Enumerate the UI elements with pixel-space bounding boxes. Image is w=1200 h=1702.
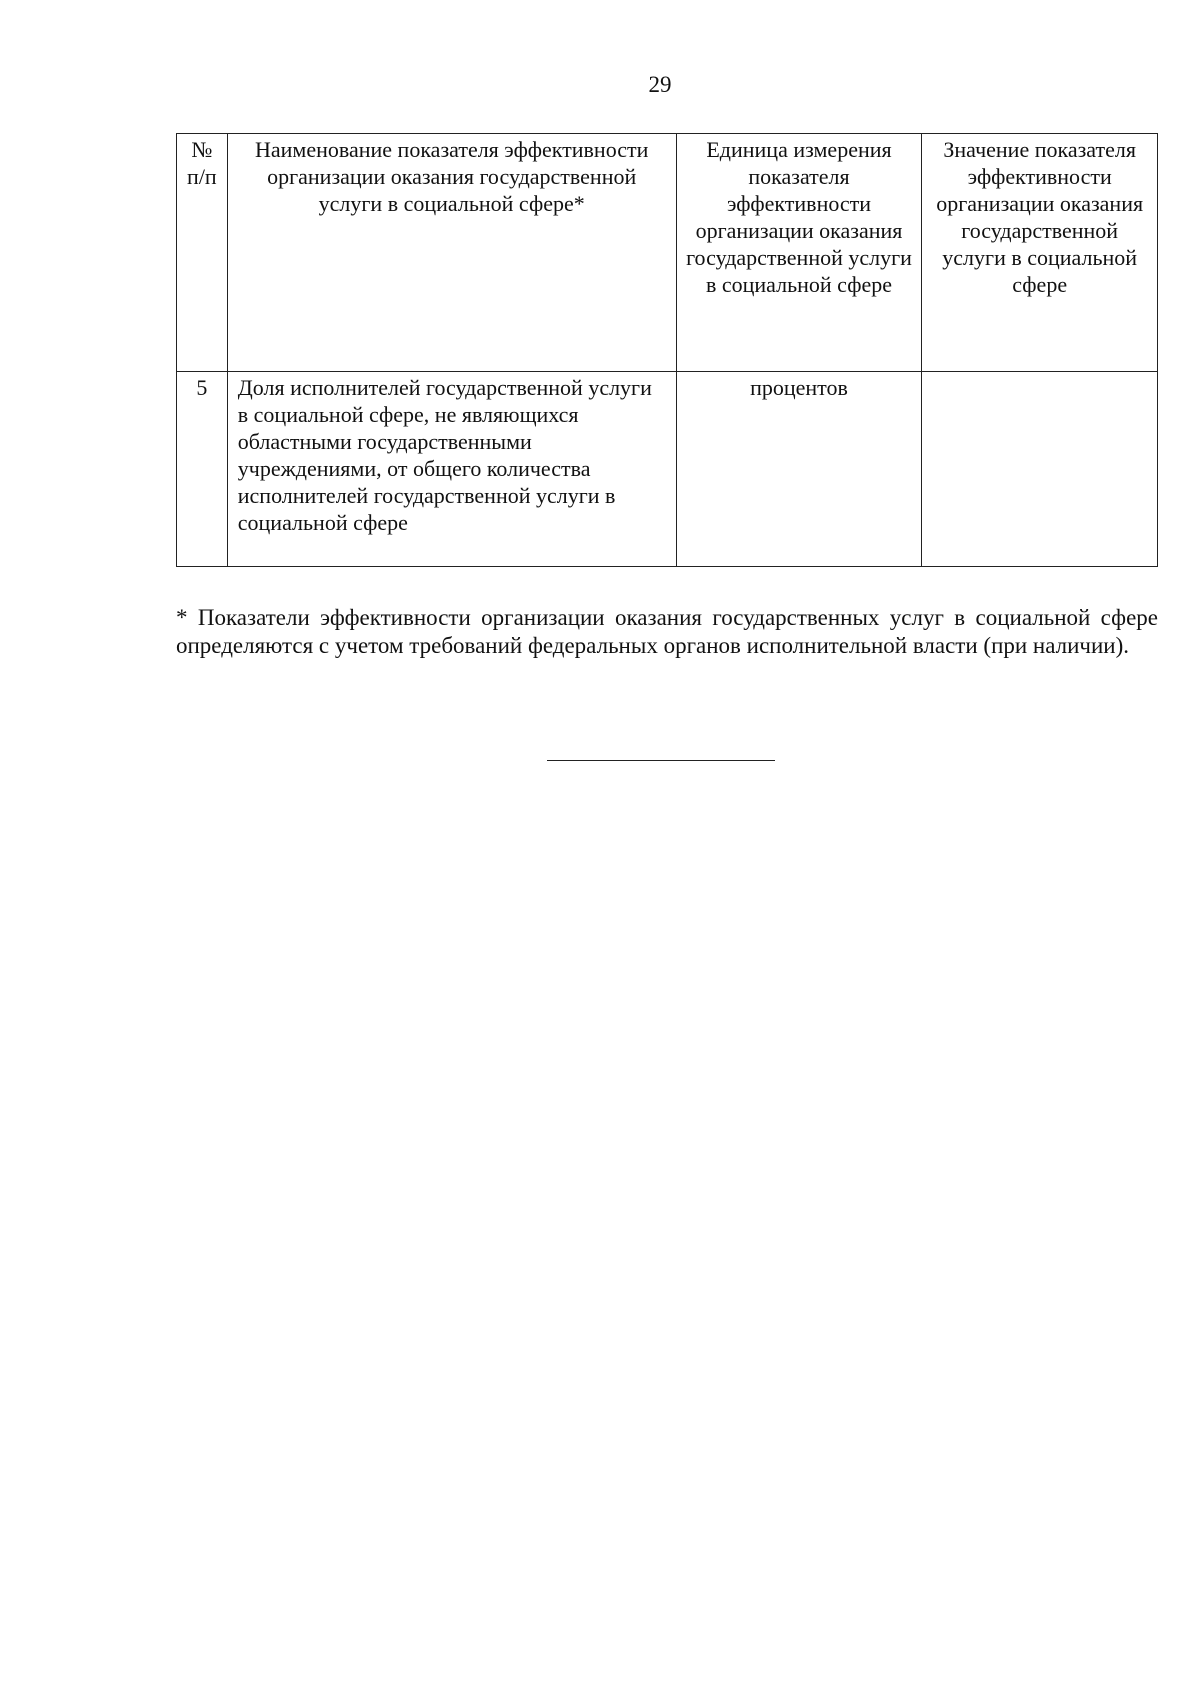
header-name: Наименование показателя эффективности организации оказания государственной услуги в социальной сфере*	[227, 134, 676, 372]
table-row	[177, 372, 1158, 567]
row-indicator-name: Доля исполнителей государственной услуги в социальной сфере, не являющихся областными государственными учреждениями, от общего количества исполнителей государственной услуги в социальной сфере	[227, 372, 676, 567]
row-unit: процентов	[676, 372, 922, 567]
page-number: 29	[648, 72, 672, 97]
row-number: 5	[177, 372, 228, 567]
end-divider	[547, 760, 775, 761]
table-header-row	[177, 134, 1158, 372]
row-value	[922, 372, 1158, 567]
header-number: № п/п	[177, 134, 228, 372]
header-value: Значение показателя эффективности организации оказания государственной услуги в социальной сфере	[922, 134, 1158, 372]
footnote: * Показатели эффективности организации оказания государственных услуг в социальной сфере определяются с учетом требований федеральных органов исполнительной власти (при наличии).	[176, 605, 1158, 658]
header-unit: Единица измерения показателя эффективности организации оказания государственной услуги в социальной сфере	[676, 134, 922, 372]
indicators-table	[176, 133, 1158, 567]
